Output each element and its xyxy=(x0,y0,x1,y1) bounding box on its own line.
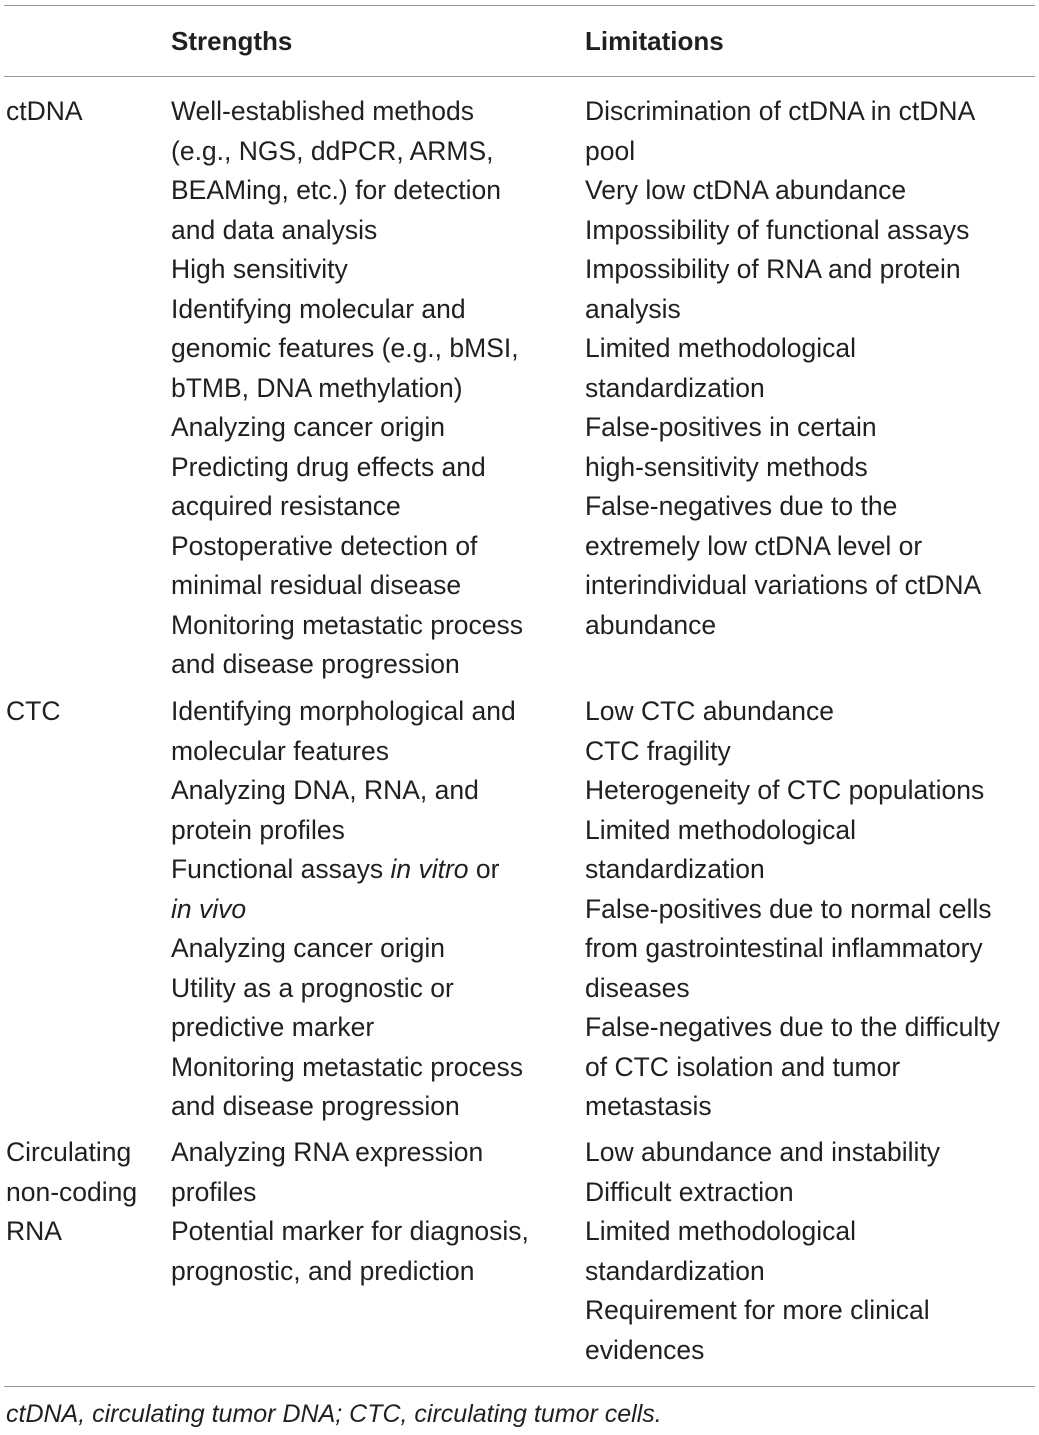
limitation-line: of CTC isolation and tumor xyxy=(585,1051,901,1082)
strength-line: minimal residual disease xyxy=(171,570,462,600)
strength-line: and disease progression xyxy=(171,649,460,679)
limitation-line: standardization xyxy=(585,372,765,403)
limitation-line: Limited methodological xyxy=(585,814,857,845)
strength-line: Monitoring metastatic process xyxy=(171,1051,524,1082)
table-footnote: ctDNA, circulating tumor DNA; CTC, circulating tumor cells. xyxy=(6,1400,662,1428)
strengths-cell xyxy=(171,92,523,685)
strength-line: predictive marker xyxy=(171,1012,375,1042)
strength-line: protein profiles xyxy=(171,814,345,845)
row-label xyxy=(6,92,83,132)
row-label xyxy=(6,1133,137,1252)
strength-line: prognostic, and prediction xyxy=(171,1255,475,1286)
strength-italic-text: in vitro xyxy=(390,854,469,884)
limitation-line: analysis xyxy=(585,293,681,324)
strength-line: Potential marker for diagnosis, xyxy=(171,1216,529,1246)
strength-line: profiles xyxy=(171,1176,257,1207)
strength-line: Identifying morphological and xyxy=(171,696,516,726)
strength-line: and disease progression xyxy=(171,1091,460,1121)
strength-line: High sensitivity xyxy=(171,254,348,284)
row-label-line: Circulating xyxy=(6,1137,132,1167)
row-label-line: ctDNA xyxy=(6,96,83,126)
limitation-line: Limited methodological xyxy=(585,333,857,363)
strength-line xyxy=(171,890,523,930)
limitation-line: Requirement for more clinical xyxy=(585,1295,930,1325)
strength-line: acquired resistance xyxy=(171,491,401,521)
limitations-cell xyxy=(585,92,981,645)
limitation-line: Impossibility of RNA and protein xyxy=(585,254,961,284)
strength-line: Analyzing DNA, RNA, and xyxy=(171,775,479,805)
limitation-line: Discrimination of ctDNA in ctDNA xyxy=(585,96,976,126)
row-label-line: CTC xyxy=(6,696,61,726)
strength-line: Analyzing cancer origin xyxy=(171,412,445,442)
limitation-line: evidences xyxy=(585,1334,705,1365)
strength-line: bTMB, DNA methylation) xyxy=(171,372,463,403)
strength-line xyxy=(171,850,523,890)
strength-line: Identifying molecular and xyxy=(171,293,466,324)
strength-line: Utility as a prognostic or xyxy=(171,972,454,1003)
strength-line: Analyzing RNA expression xyxy=(171,1137,484,1167)
limitation-line: Limited methodological xyxy=(585,1216,857,1246)
limitation-line: interindividual variations of ctDNA xyxy=(585,570,982,600)
strength-line: Monitoring metastatic process xyxy=(171,609,524,640)
row-label-line: RNA xyxy=(6,1216,62,1246)
limitation-line: metastasis xyxy=(585,1091,712,1121)
limitation-line: high-sensitivity methods xyxy=(585,451,868,482)
limitation-line: False-positives due to normal cells xyxy=(585,893,992,924)
limitation-line: Impossibility of functional assays xyxy=(585,214,970,245)
strength-line: molecular features xyxy=(171,735,389,766)
limitation-line: extremely low ctDNA level or xyxy=(585,530,923,561)
strength-line: Well-established methods xyxy=(171,96,474,126)
limitation-line: standardization xyxy=(585,1255,765,1286)
row-label xyxy=(6,692,60,732)
strength-text: Functional assays xyxy=(171,854,391,884)
limitation-line: Heterogeneity of CTC populations xyxy=(585,775,985,805)
limitation-line: from gastrointestinal inflammatory xyxy=(585,933,983,963)
table-bottom-rule xyxy=(4,1386,1035,1387)
limitation-line: Very low ctDNA abundance xyxy=(585,175,907,205)
strength-italic-text: in vivo xyxy=(171,893,247,924)
strength-line: (e.g., NGS, ddPCR, ARMS, xyxy=(171,135,494,166)
header-strengths: Strengths xyxy=(171,26,293,56)
strength-text: or xyxy=(468,854,500,884)
strength-line: and data analysis xyxy=(171,214,378,245)
header-limitations: Limitations xyxy=(585,26,724,56)
limitation-line: CTC fragility xyxy=(585,735,731,766)
limitation-line: Difficult extraction xyxy=(585,1176,794,1207)
limitation-line: pool xyxy=(585,135,636,166)
limitation-line: False-positives in certain xyxy=(585,412,877,442)
limitation-line: Low CTC abundance xyxy=(585,696,834,726)
limitation-line: abundance xyxy=(585,609,717,640)
strength-line: Predicting drug effects and xyxy=(171,451,486,482)
row-label-line: non-coding xyxy=(6,1176,138,1207)
limitation-line: diseases xyxy=(585,972,690,1003)
limitations-cell xyxy=(585,1133,940,1370)
strength-line: BEAMing, etc.) for detection xyxy=(171,175,501,205)
table-top-rule xyxy=(4,5,1035,6)
limitation-line: False-negatives due to the xyxy=(585,491,898,521)
limitation-line: standardization xyxy=(585,854,765,884)
header-rule xyxy=(4,76,1035,77)
strengths-cell xyxy=(171,692,523,1127)
strength-line: genomic features (e.g., bMSI, xyxy=(171,333,519,363)
limitation-line: False-negatives due to the difficulty xyxy=(585,1012,1000,1042)
limitation-line: Low abundance and instability xyxy=(585,1137,941,1167)
limitations-cell xyxy=(585,692,1000,1127)
strengths-cell xyxy=(171,1133,529,1291)
strength-line: Analyzing cancer origin xyxy=(171,933,445,963)
strength-line: Postoperative detection of xyxy=(171,530,478,561)
